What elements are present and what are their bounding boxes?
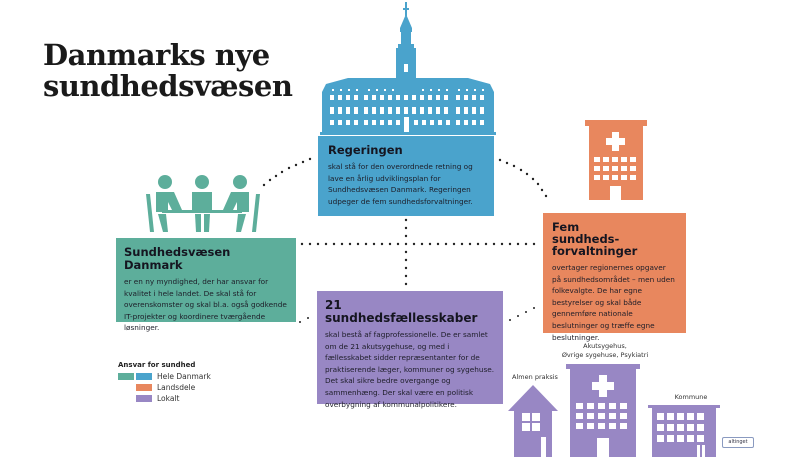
- kommune-label: Kommune: [674, 393, 708, 401]
- heading-line: Fem: [552, 220, 580, 234]
- lower-right-arc-connector: [509, 307, 535, 321]
- sundhedsvaesen-danmark-text: er en ny myndighed, der har ansvar for kvalitet i hele landet. De skal stå for overenskomster og skal bl.a. også godkende IT-projekter og koordinere tværgående løsninger.: [124, 277, 287, 333]
- house-icon: [508, 385, 558, 457]
- credit-logo: altinget: [722, 437, 754, 448]
- sundhedsvaesen-danmark-heading: Sundhedsvæsen Danmark: [124, 245, 231, 272]
- regeringen-text: skal stå for den overordnede retning og lave en årlig udviklingsplan for Sundhedsvæsen Danmark. Regeringen udpeger de fem sundhedsforvaltninger.: [328, 162, 473, 206]
- sygehus-label-line: Akutsygehus,: [583, 342, 627, 350]
- meeting-people-icon: [140, 172, 265, 234]
- sundhedsvaesen-danmark-box: [116, 238, 296, 333]
- sundhedsfaellesskaber-heading: 21 sundhedsfællesskaber: [325, 298, 478, 325]
- regeringen-heading: Regeringen: [328, 143, 403, 157]
- left-arc-connector: [263, 158, 311, 186]
- regeringen-box: [318, 136, 494, 216]
- vertical-connector: [405, 219, 407, 285]
- sundhedsfaellesskaber-text: skal bestå af fagprofessionelle. De er samlet om de 21 akutsygehuse, og med i fællesskabet sidder repræsentanter for de praktiserende læger, kommuner og sygehuse. Det skal sikre bedre overgange og sammenhæng. Der skal være en politisk overbygning af kommunalpolitikere.: [325, 330, 495, 409]
- title-line-2: sundhedsvæsen: [43, 69, 293, 103]
- fem-sundhedsforvaltninger-heading: [552, 221, 677, 257]
- legend-item-lokalt: [118, 393, 211, 404]
- legend-swatch-blue: [136, 373, 152, 380]
- parliament-building-icon: [318, 0, 500, 136]
- heading-line: forvaltninger: [552, 244, 638, 258]
- sygehus-label: [560, 342, 650, 360]
- legend-swatch-orange: [136, 384, 152, 391]
- right-arc-connector: [499, 159, 547, 197]
- legend-item-hele-danmark: [118, 371, 211, 382]
- legend-swatch-teal: [118, 373, 134, 380]
- sundhedsfaellesskaber-box: [317, 291, 503, 409]
- legend-label: Landsdele: [157, 383, 196, 392]
- horizontal-connector: [301, 243, 535, 245]
- hospital-building-icon: [566, 364, 640, 457]
- legend-label: Hele Danmark: [157, 372, 211, 381]
- legend-title: Ansvar for sundhed: [118, 361, 196, 369]
- hospital-icon: [585, 120, 647, 200]
- municipality-building-icon: [648, 405, 720, 457]
- almen-praksis-label: Almen praksis: [512, 373, 558, 381]
- legend-swatch-purple: [136, 395, 152, 402]
- sygehus-label-line: Øvrige sygehuse, Psykiatri: [561, 351, 649, 359]
- lower-left-arc-connector: [299, 317, 309, 323]
- fem-sundhedsforvaltninger-box: [543, 213, 686, 342]
- title-line-1: Danmarks nye: [43, 38, 270, 72]
- legend: [118, 361, 211, 404]
- heading-line: sundheds-: [552, 232, 620, 246]
- legend-item-landsdele: [118, 382, 211, 393]
- fem-sundhedsforvaltninger-text: overtager regionernes opgaver på sundhedsområdet – men uden folkevalgte. De har egne bestyrelser og skal både gennemføre nationale beslutninger og træffe egne beslutninger.: [552, 263, 675, 342]
- legend-label: Lokalt: [157, 394, 180, 403]
